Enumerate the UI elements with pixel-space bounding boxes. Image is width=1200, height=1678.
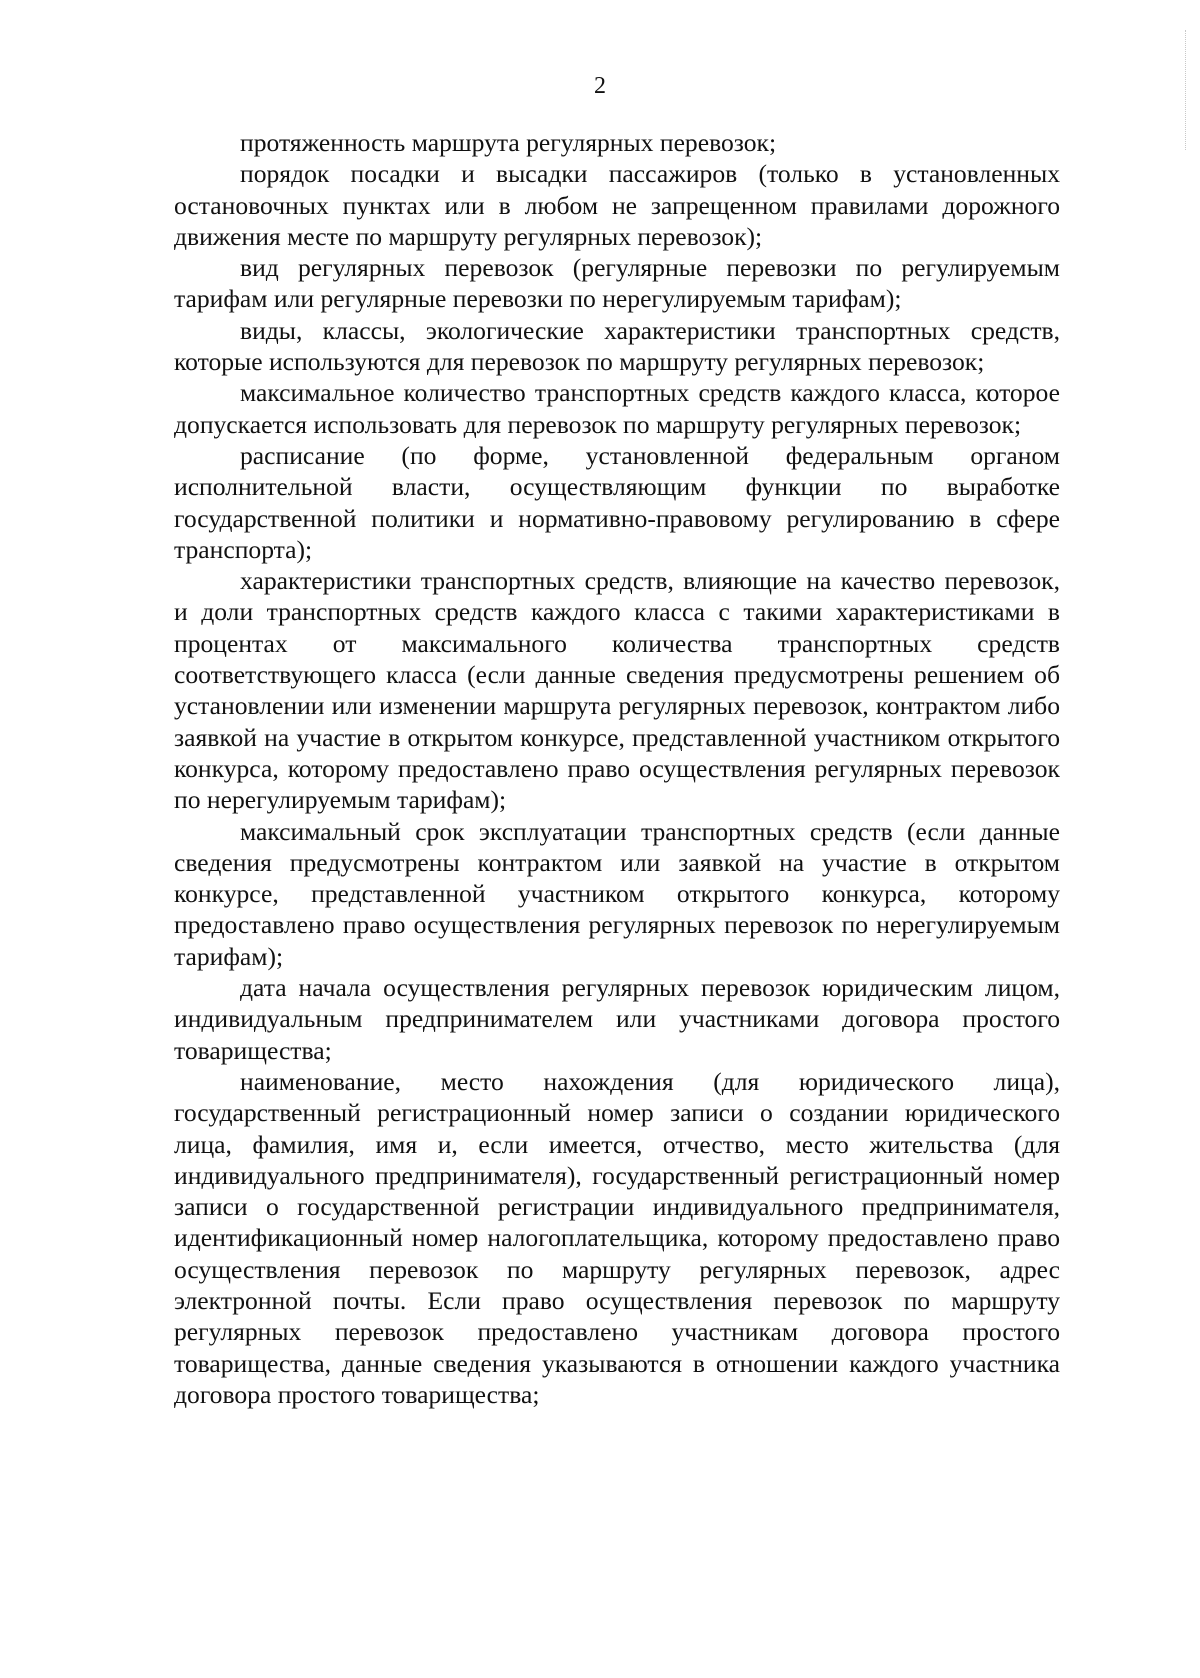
document-body <box>174 127 1060 1410</box>
paragraph-schedule: расписание (по форме, установленной федеральным органом исполнительной власти, осуществляющим функции по выработке государственной политики и нормативно-правовому регулированию в сфере транспорта); <box>174 440 1060 564</box>
paragraph-vehicle-characteristics: характеристики транспортных средств, влияющие на качество перевозок, и доли транспортных средств каждого класса с такими характеристиками в процентах от максимального количества транспортных средств соответствующего класса (если данные сведения предусмотрены решением об установлении или изменении маршрута регулярных перевозок, контрактом либо заявкой на участие в открытом конкурсе, представленной участником открытого конкурса, которому предоставлено право осуществления регулярных перевозок по нерегулируемым тарифам); <box>174 566 1060 815</box>
paragraph-route-length: протяженность маршрута регулярных перевозок; <box>240 128 777 157</box>
paragraph-max-service-life: максимальный срок эксплуатации транспортных средств (если данные сведения предусмотрены контрактом или заявкой на участие в открытом конкурсе, представленной участником открытого конкурса, которому предоставлено право осуществления регулярных перевозок по нерегулируемым тарифам); <box>174 816 1060 971</box>
page-number: 2 <box>594 73 606 99</box>
paragraph-boarding-order: порядок посадки и высадки пассажиров (только в установленных остановочных пунктах или в любом не запрещенном правилами дорожного движения месте по маршруту регулярных перевозок); <box>174 159 1060 251</box>
paragraph-vehicle-classes: виды, классы, экологические характеристики транспортных средств, которые используются для перевозок по маршруту регулярных перевозок; <box>174 315 1060 377</box>
paragraph-carrier-details: наименование, место нахождения (для юридического лица), государственный регистрационный номер записи о создании юридического лица, фамилия, имя и, если имеется, отчество, место жительства (для индивидуального предпринимателя), государственный регистрационный номер записи о государственной регистрации индивидуального предпринимателя, идентификационный номер налогоплательщика, которому предоставлено право осуществления перевозок по маршруту регулярных перевозок, адрес электронной почты. Если право осуществления перевозок по маршруту регулярных перевозок предоставлено участникам договора простого товарищества, данные сведения указываются в отношении каждого участника договора простого товарищества; <box>174 1066 1060 1409</box>
paragraph-start-date: дата начала осуществления регулярных перевозок юридическим лицом, индивидуальным предпринимателем или участниками договора простого товарищества; <box>174 973 1060 1065</box>
paragraph-max-vehicles: максимальное количество транспортных средств каждого класса, которое допускается использовать для перевозок по маршруту регулярных перевозок; <box>174 378 1060 439</box>
paragraph-transport-type: вид регулярных перевозок (регулярные перевозки по регулируемым тарифам или регулярные перевозки по нерегулируемым тарифам); <box>174 253 1060 314</box>
